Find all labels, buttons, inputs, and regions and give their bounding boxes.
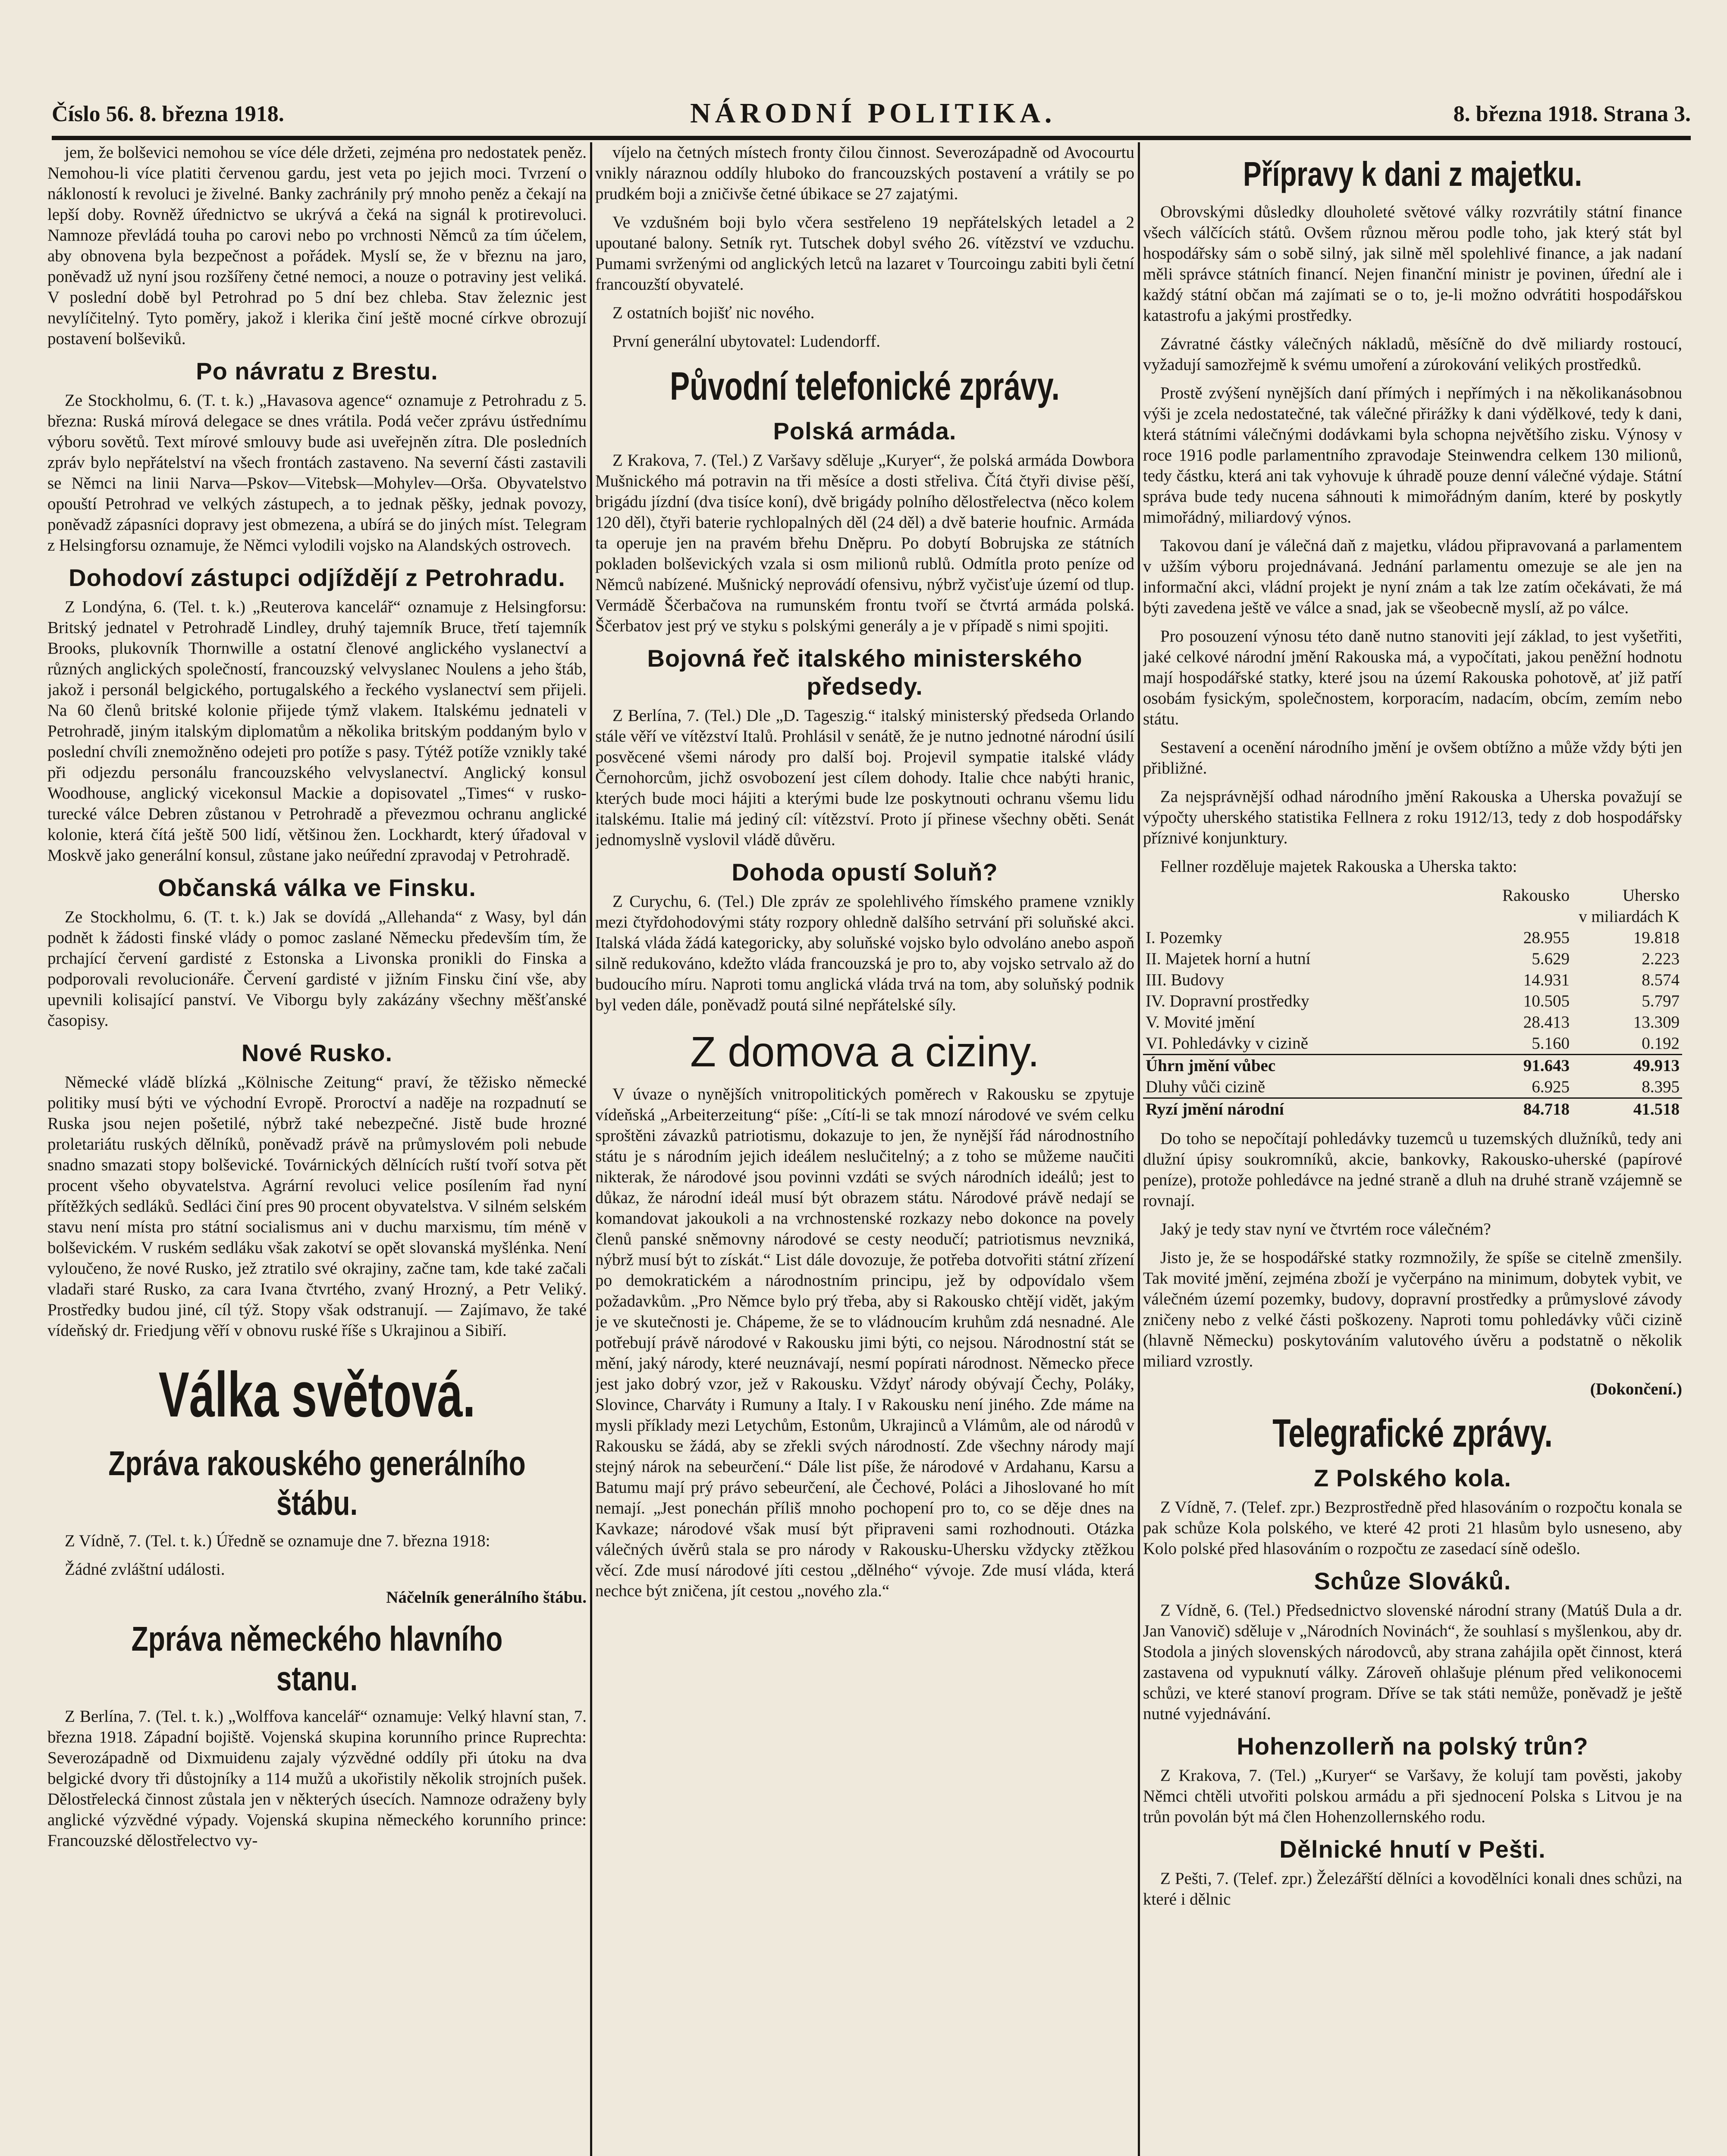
article-text: Ze Stockholmu, 6. (T. t. k.) „Havasova agence“ oznamuje z Petrohradu z 5. března: Ruská mírová delegace se dnes vrátila. Podá večer zprávu ústřednímu výboru sovětů. Text mírové smlouvy bude asi uveřejněn zítra. Dle posledních zpráv bylo nepřátelství na všech frontách zastaveno. Na severní části zastavili se Němci na linii Narva—Pskov—Vitebsk—Mohylev—Orša. Obyvatelstvo opouští Petrohrad ve velkých zástupech, a to jednak pěšky, jednak povozy, poněvadž zápasníci dopravy jest obmezena, a ubírá se do jiných míst. Telegram z Helsingforsu oznamuje, že Němci vylodili vojsko na Alandských ostrovech.: [47, 391, 587, 555]
article-text: Z Vídně, 7. (Tel. t. k.) Úředně se oznamuje dne 7. března 1918:: [65, 1532, 490, 1550]
row-label: Ryzí jmění národní: [1143, 1098, 1444, 1120]
unit-label: v miliardách K: [1579, 907, 1680, 926]
cell: 41.518: [1572, 1098, 1682, 1120]
column-rule: [1138, 142, 1140, 2156]
article-heading: Zpráva německého hlavního stanu.: [131, 1620, 503, 1698]
article-text: Jaký je tedy stav nyní ve čtvrtém roce válečném?: [1160, 1220, 1491, 1238]
article-heading: Schůze Slováků.: [1314, 1567, 1511, 1595]
cell: 49.913: [1572, 1055, 1682, 1077]
article-text: Prostě zvýšení nynějších daní přímých i nepřímých i na několikanásobnou výši je zcela nedostatečné, tak válečné přirážky k dani výdělkové, tedy k dani, která státními válečnými dodávkami byla schopna největšího zisku. Výnosy v roce 1916 podle parlamentního zpravodaje Steinwendra celkem 130 milionů, tedy částku, která ani tak vyhovuje k úhradě pouze denní válečné výdaje. Státní správa bude tedy nucena sáhnouti k mimořádným daním, které by poskytly mimořádný, miliardový výnos.: [1143, 384, 1682, 526]
article-heading: Občanská válka ve Finsku.: [158, 874, 476, 901]
article-text: Z ostatních bojišť nic nového.: [612, 304, 815, 322]
article-text: jem, že bolševici nemohou se více déle držeti, zejména pro nedostatek peněz. Nemohou-li více platiti červenou gardu, jest veta po jejich moci. Tvrzení o nákloností k revoluci je živelné. Banky zachránily prý mnoho peněz a čekají na lepší doby. Rovněž úřednictvo se ukrývá a čeká na signál k protirevoluci. Namnoze převládá touha po carovi nebo po vrchnosti Němců za tím účelem, aby obnovena byla bezpečnost a pořádek. Myslí se, že v březnu na jaro, poněvadž už nyní jsou rozšířeny četné nemoci, a nouze o potraviny jest veliká. V poslední době byl Petrohrad po 5 dní bez chleba. Stav železnic jest nevylíčitelný. Tyto poměry, jakož i klerika činí ještě mocné církve obrozují postavení bolševiků.: [47, 143, 587, 348]
article-text: Závratné částky válečných nákladů, měsíčně do dvě miliardy rostoucí, vyžadují samozřejmě k svému umoření a zúrokování velikých prostředků.: [1143, 335, 1682, 374]
table-row-net: [1143, 1098, 1682, 1120]
issue-number-date: Číslo 56. 8. března 1918.: [52, 102, 284, 126]
table-row: [1143, 1012, 1682, 1033]
column-header: Uhersko: [1622, 886, 1680, 905]
signature: Náčelník generálního štábu.: [386, 1588, 587, 1607]
table-row: [1143, 927, 1682, 948]
table-row-total: [1143, 1055, 1682, 1077]
article-text: Z Berlína, 7. (Tel.) Dle „D. Tageszig.“ italský ministerský předseda Orlando stále věří ve vítězství Italů. Prohlásil v senátě, že je nutno jednotné národní úsilí posvěcené všemi národy pro další boj. Projevil sympatie italské vlády Černohorcům, jichž osvobození jest cílem dohody. Italie chce nabýti hranic, kterých bude moci hájiti a kterými bude lze poskytnouti ochranu všemu lidu italskému. Italie má jediný cíl: vítězství. Proto jí přinese všechny oběti. Senát jednomyslně vyslovil vládě důvěru.: [595, 706, 1134, 849]
article-text: Za nejsprávnější odhad národního jmění Rakouska a Uherska považují se výpočty uherského statistika Fellnera z roku 1912/13, tedy z dob hospodářsky příznivé konjunktury.: [1143, 787, 1682, 847]
article-text: Z Vídně, 7. (Telef. zpr.) Bezprostředně před hlasováním o rozpočtu konala se pak schůze Kola polského, ve které 42 proti 21 hlasům bylo usneseno, aby Kolo polské před hlasováním o rozpočtu ze zasedací síně odešlo.: [1143, 1498, 1682, 1558]
row-label: II. Majetek horní a hutní: [1146, 950, 1311, 968]
article-heading: Nové Rusko.: [241, 1039, 393, 1066]
article-text: Obrovskými důsledky dlouholeté světové války rozvrátily státní finance všech válčících států. Ovšem různou měrou podle toho, jak který stát byl hospodářsky sám o sobě silný, jak silně měl spolehlivé finance, a jak nadaní měli správce státních financí. Nejen finanční ministr je povinen, úřední ale i každý státní občan má zajímati se o to, je-li možno odvrátiti hospodářskou katastrofu a jakými prostředky.: [1143, 203, 1682, 325]
row-label: V. Movité jmění: [1146, 1013, 1255, 1031]
article-heading: Dělnické hnutí v Pešti.: [1279, 1836, 1546, 1863]
cell: 6.925: [1532, 1078, 1570, 1096]
section-heading: Válka světová.: [158, 1359, 476, 1430]
masthead: [52, 88, 1691, 140]
section-heading: Telegrafické zprávy.: [1272, 1411, 1553, 1455]
column-rule: [590, 142, 592, 2156]
row-label: VI. Pohledávky v cizině: [1146, 1034, 1308, 1053]
article-heading: Polská armáda.: [773, 417, 957, 445]
cell: 10.505: [1523, 992, 1570, 1010]
cell: 13.309: [1633, 1013, 1680, 1031]
article-text: Jisto je, že se hospodářské statky rozmnožily, že spíše se citelně zmenšily. Tak movité jmění, zejména zboží je vyčerpáno na minimum, dobytek vybit, ve válečném území pozemky, budovy, dopravní prostředky a průmyslové závody zničeny nebo z velké části poškozeny. Naproti tomu pohledávky vůči cizině (hlavně Německu) poskytováním valutového úvěru a podstatně o několik miliard vzrostly.: [1143, 1248, 1682, 1370]
article-text: Z Londýna, 6. (Tel. t. k.) „Reuterova kancelář“ oznamuje z Helsingforsu: Britský jednatel v Petrohradě Lindley, druhý tajemník Bruce, třetí tajemník Brooks, plukovník Thornwille a ostatní členové anglického vyslanectví a různých anglických společností, francouzský velvyslanec Noulens a jeho štáb, jakož i personál belgického, portugalského a řeckého vyslanectví sem přijeli. Na 60 členů britské kolonie přijede týmž vlakem. Italskému jednateli v Petrohradě, jiným italským diplomatům a několika britským poddaným bylo v poslední chvíli znemožněno odejeti pro potíže s pasy. Týtéž potíže vznikly také při odjezdu personálu francouzského velvyslanectví. Anglický konsul Woodhouse, anglický vicekonsul Mackie a dopisovatel „Times“ v rusko-turecké válce Debren zůstanou v Petrohradě a převezmou ochranu anglické kolonie, která čítá ještě 500 lidí, většinou žen. Lockhardt, který úřadoval v Moskvě jako generální konsul, zůstane jako neúřední zpravodaj v Petrohradě.: [47, 598, 587, 865]
cell: 5.160: [1532, 1034, 1570, 1053]
article-text: Ze Stockholmu, 6. (T. t. k.) Jak se dovídá „Allehanda“ z Wasy, byl dán podnět k žádosti finské vlády o pomoc zaslané Německu především tím, že prchající červení gardisté z Estonska a Livonska pronikli do Finska a podporovali revolucionáře. Červení gardisté v jižním Finsku činí vše, aby upevnili kolisající panství. Ve Viborgu byly zakázány všechny měšťanské časopisy.: [47, 908, 587, 1030]
section-heading: Původní telefonické zprávy.: [670, 364, 1060, 408]
article-heading: Dohoda opustí Soluň?: [732, 859, 998, 886]
cell: 91.643: [1444, 1055, 1572, 1077]
table-unit-row: [1143, 906, 1682, 927]
column-3: [1143, 142, 1682, 2156]
cell: 14.931: [1523, 971, 1570, 989]
cell: 0.192: [1642, 1034, 1680, 1053]
row-label: IV. Dopravní prostředky: [1146, 992, 1309, 1010]
cell: 5.629: [1532, 950, 1570, 968]
row-label: Dluhy vůči cizině: [1146, 1078, 1265, 1096]
newspaper-title: NÁRODNÍ POLITIKA.: [690, 97, 1056, 129]
cell: 2.223: [1642, 950, 1680, 968]
table-row-debt: [1143, 1076, 1682, 1098]
article-text: V úvaze o nynějších vnitropolitických poměrech v Rakousku se zpytuje vídeňská „Arbeiterzeitung“ píše: „Cítí-li se tak mnozí národové ve svém celku sproštěni závazků patriotismu, dokazuje to jen, že nynější řád národnostního státu je s národním jejich ideálem neslučitelný; a z toho se můžeme naučiti nikterak, že národové jsou povinni vzdáti se svých národních ideálů; jest to důkaz, že národní ideál musí být obrazem státu. Národové právě nedají se komandovat jakoukoli a na vrchnostenské rozkazy nebo dokonce na povely členů panské sněmovny národové se cesty neodučí; patriotismus nevzniká, nýbrž musí být to získát.“ List dále dovozuje, že potřeba dotvořiti státní zřízení po demokratickém a národnostním principu, jež by odpovídalo všem požadavkům. „Pro Němce bylo prý třeba, aby si Rakousko chtějí vidět, jakým je ve skutečnosti je. Chápeme, že se to vládnoucím kruhům zdá nesnadné. Ale potřebují právě národové v Rakousku jimi býti, co nejsou. Národnostní stát se mění, jaký národy, které neuznávají, nesmí popírati národnost. Německo přece jest jako dobrý vzor, jež v Rakousku. Vždyť národy obývají Čechy, Poláky, Slovince, Charváty i Rumuny a Italy. I v Rakousku není jiného. Zde máme na mysli příklady mezi Letychům, Estonům, Ukrajinců a Vlámům, ale od národů v Rakousku se žádá, aby se zřekli svých národností. Zde všechny národy mají stejný nárok na sebeurčení.“ Dále list píše, že národové v Ardahanu, Karsu a Batumu mají prý právo sebeurčení, ale Čechové, Poláci a Jihoslované ho mít nemají. „Jest ponechán příliš mnoho pochopení pro to, co se děje dnes na Kavkaze; národové však musí být připraveni sami rozhodnouti. Otázka válečných úvěrů stala se pro národy v Rakousku-Uhersku vždycky ztěžkou věcí. Zde musí národové jíti cestou „dělného“ vývoje. Zde musí vláda, která nechce být zničena, jít cestou „nového zla.“: [595, 1085, 1134, 1600]
column-1: [47, 142, 587, 2156]
article-text: Německé vládě blízká „Kölnische Zeitung“ praví, že těžisko německé politiky musí býti ve východní Evropě. Proroctví a naděje na rozpadnutí se Ruska jsou nejen pošetilé, nýbrž také nebezpečné. Jistě bude hrozné proletariátu ruských dělníků, poněvadž právě na průmyslovém poli nebude snadno smazati stopy bolševické. Továrnických dělnících ruští tvoří sotva pět procent všeho obyvatelstva. Agrární revoluci velice posílením řad nyní přítěžkých sedláků. Sedláci činí pres 90 procent obyvatelstva. V silném selském stavu není místa pro státní socialismus ani v duchu marxismu, tím méně v bolševickém. V ruském sedláku však zakotví se opět slovanská myšlénka. Není vyloučeno, že nové Rusko, jež ztratilo své okrajiny, začne tam, kde také začali vladaři staré Rusko, za cara Ivana čtvrtého, zvaný Hrozný, a Petr Veliký. Prostředky budou jiné, cíl týž. Stopy však odstranují. — Zajímavo, že také vídeňský dr. Friedjung věří v obnovu ruské říše s Ukrajinou a Sibiří.: [47, 1073, 587, 1340]
article-text: Z Vídně, 6. (Tel.) Předsednictvo slovenské národní strany (Matúš Dula a dr. Jan Vanovič) sděluje v „Národních Novinách“, že souhlasí s myšlenkou, aby dr. Stodola a jiných slovenských národovců, aby strana zahájila opět činnost, která zastavena od vypuknutí války. Zároveň ohlašuje plénum před velikonocemi schůzi, ve které stanoví program. Dříve se tak státi nemůže, poněvadž je ještě nutné vyjednávání.: [1143, 1601, 1682, 1723]
article-heading: Z Polského kola.: [1314, 1464, 1511, 1492]
article-text: Žádné zvláštní události.: [65, 1560, 225, 1579]
table-row: [1143, 969, 1682, 990]
cell: 28.413: [1523, 1013, 1570, 1031]
article-text: Pro posouzení výnosu této daně nutno stanoviti její základ, to jest vyšetřiti, jaké celkové národní jmění Rakouska má, a vypočítati, jakou peněžní hodnotu mají hospodářské statky, které jsou na území Rakouska pohotově, ať již patří osobám fysickým, společnostem, korporacím, nadacím, obcím, zemím nebo státu.: [1143, 627, 1682, 728]
article-heading: Po návratu z Brestu.: [196, 357, 438, 385]
article-text: Takovou daní je válečná daň z majetku, vládou připravovaná a parlamentem v užším výboru projednávaná. Jednání parlamentu omezuje se ale jen na informační akci, vládní projekt je nyní znám a tak lze zatím očekávati, že má býti zavedena ještě ve válce a snad, jak se všeobecně myslí, až po válce.: [1143, 536, 1682, 617]
article-text: Z Krakova, 7. (Tel.) „Kuryer“ se Varšavy, že kolují tam pověsti, jakoby Němci chtěli utvořiti polskou armádu a při sjednocení Polska s Litvou je na trůn povolán být má člen Hohenzollernského rodu.: [1143, 1766, 1682, 1826]
row-label: III. Budovy: [1146, 971, 1224, 989]
table-row: [1143, 948, 1682, 969]
cell: 8.574: [1642, 971, 1680, 989]
section-heading: Z domova a ciziny.: [690, 1028, 1039, 1075]
article-text: Do toho se nepočítají pohledávky tuzemců u tuzemských dlužníků, tedy ani dlužní úpisy soukromníků, akcie, bankovky, Rakousko-uherské (papírové peníze), protože pohledávce na jedné straně a dluh na druhé straně vzájemně se rovnají.: [1143, 1129, 1682, 1210]
article-heading: Zpráva rakouského generálního štábu.: [108, 1444, 526, 1522]
article-text: Z Krakova, 7. (Tel.) Z Varšavy sděluje „Kuryer“, že polská armáda Dowbora Mušnického má potravin na tři měsíce a dosti střeliva. Čítá čtyři divise pěší, brigádu jízdní (dva tisíce koní), dvě brigády polního dělostřelectva (něco kolem 120 děl), čtyři baterie rychlopalných děl (24 děl) a dvě baterie houfnic. Armáda ta operuje jen na pravém břehu Dněpru. Po dobytí Bobrujska ze státních pokladen bolševických vzala si osm milionů rublů. Odmítla proto peníze od Němců nabízené. Mušnický neprovádí ofensivu, nýbrž vyčisťuje území od tlup. Vermádě Ščerbačova na rumunském frontu tvoří se čtvrtá armáda polská. Ščerbatov jest prý ve styku s polskými generály a je v případě s nimi spojiti.: [595, 451, 1134, 635]
article-text: První generální ubytovatel: Ludendorff.: [612, 332, 880, 351]
cell: 28.955: [1523, 928, 1570, 947]
table-row: [1143, 990, 1682, 1012]
article-text: Ve vzdušném boji bylo včera sestřeleno 19 nepřátelských letadel a 2 upoutané balony. Setník ryt. Tutschek dobyl svého 26. vítězství ve vzduchu. Pumami svrženými od anglických letců na lazaret v Tourcoingu zabiti byli četní francouzští obyvatelé.: [595, 213, 1134, 294]
row-label: Úhrn jmění vůbec: [1143, 1055, 1444, 1077]
continuation-note: (Dokončení.): [1590, 1380, 1682, 1398]
article-text: víjelo na četných místech fronty čilou činnost. Severozápadně od Avocourtu vnikly náraznou oddíly hluboko do francouzských postavení a vrátily se po prudkém boji a zničivše četné úbikace se 27 zajatými.: [595, 143, 1134, 203]
date-and-page: 8. března 1918. Strana 3.: [1453, 102, 1691, 126]
cell: 8.395: [1642, 1078, 1680, 1096]
table-header: [1143, 885, 1682, 906]
table-row: [1143, 1033, 1682, 1055]
article-heading: Hohenzollerň na polský trůn?: [1237, 1733, 1589, 1760]
article-text: Sestavení a ocenění národního jmění je ovšem obtížno a může vždy býti jen přibližné.: [1143, 738, 1682, 777]
cell: 19.818: [1633, 928, 1680, 947]
article-heading: Bojovná řeč italského ministerského předsedy.: [647, 645, 1083, 700]
cell: 5.797: [1642, 992, 1680, 1010]
row-label: I. Pozemky: [1146, 928, 1222, 947]
article-text: Z Curychu, 6. (Tel.) Dle zpráv ze spolehlivého římského pramene vznikly mezi čtyřdohodovými státy rozpory ohledně dalšího setrvání při soluňské akci. Italská vláda žádá kategoricky, aby soluňské vojsko bylo odvoláno anebo aspoň silně redukováno, kdežto vláda francouzská je pro to, aby vojsko setrvalo až do budoucího míru. Naproti tomu anglická vláda trvá na tom, aby soluňský podnik byl veden dále, poněvadž poutá silné nepřátelské síly.: [595, 892, 1134, 1014]
column-2: [595, 142, 1134, 2156]
wealth-table: [1143, 885, 1682, 1120]
article-heading: Přípravy k dani z majetku.: [1243, 155, 1583, 193]
article-text: Z Pešti, 7. (Telef. zpr.) Železářští dělníci a kovodělníci konali dnes schůzi, na které i dělnic: [1143, 1869, 1682, 1908]
article-text: Z Berlína, 7. (Tel. t. k.) „Wolffova kancelář“ oznamuje: Velký hlavní stan, 7. března 1918. Západní bojiště. Vojenská skupina korunního prince Ruprechta: Severozápadně od Dixmuidenu zajaly výzvědné oddíly při útoku na dva belgické dvory tři důstojníky a 114 mužů a ukořistily několik strojních pušek. Dělostřelecká činnost zůstala jen v některých úsecích. Namnoze odraženy byly anglické výzvědné výpady. Vojenská skupina německého korunního prince: Francouzské dělostřelectvo vy-: [47, 1707, 587, 1850]
cell: 84.718: [1444, 1098, 1572, 1120]
column-header: Rakousko: [1502, 886, 1570, 905]
article-text: Fellner rozděluje majetek Rakouska a Uherska takto:: [1160, 857, 1517, 876]
article-heading: Dohodoví zástupci odjíždějí z Petrohradu.: [69, 564, 565, 591]
